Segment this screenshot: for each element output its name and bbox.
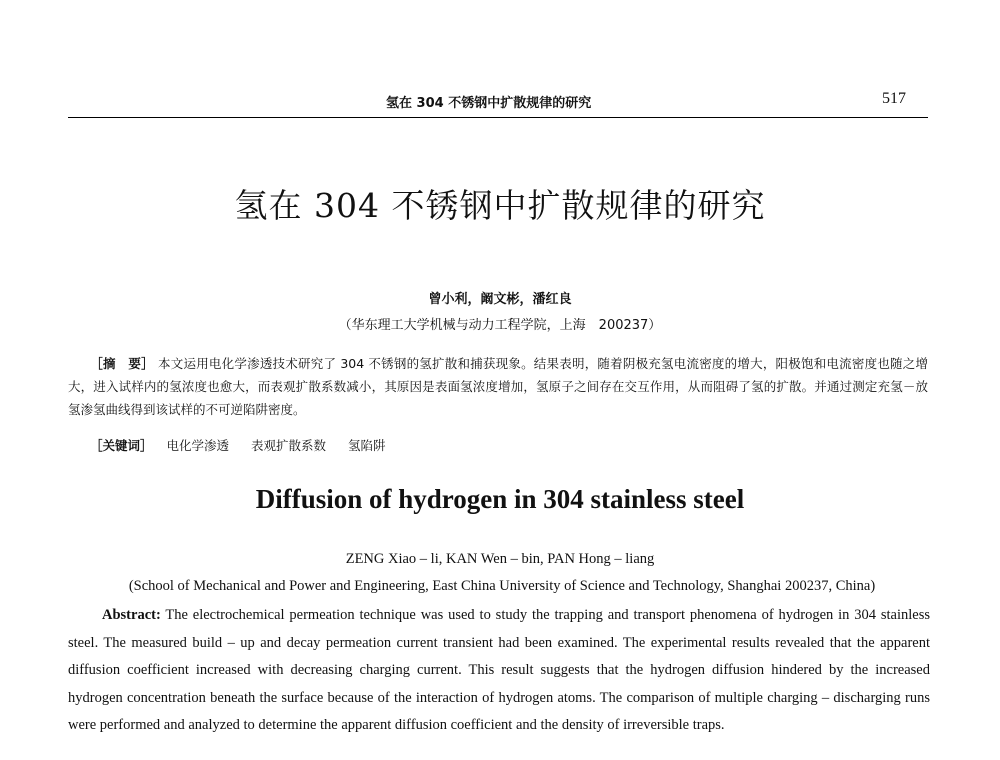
running-head-title: 氢在 304 不锈钢中扩散规律的研究: [386, 96, 592, 111]
abstract-chinese-label: ［摘 要］: [90, 356, 154, 371]
keyword: 电化学渗透: [166, 438, 230, 453]
abstract-chinese: [68, 352, 928, 421]
keyword: 氢陷阱: [348, 438, 386, 453]
abstract-chinese-text: 本文运用电化学渗透技术研究了 304 不锈钢的氢扩散和捕获现象。结果表明，随着阴极充氢电流密度的增大，阳极饱和电流密度也随之增大，进入试样内的氢浓度也愈大，而表观扩散系数减小，其原因是表面氢浓度增加，氢原子之间存在交互作用，从而阻碍了氢的扩散。并通过测定充氢－放氢渗氢曲线得到该试样的不可逆陷阱密度。: [68, 356, 928, 417]
authors-chinese: 曾小利，阚文彬，潘红良: [428, 292, 572, 307]
paper-title-english: Diffusion of hydrogen in 304 stainless steel: [255, 484, 745, 514]
running-head: [68, 90, 928, 114]
keywords-label: ［关键词］: [90, 438, 153, 453]
keyword: 表观扩散系数: [251, 438, 327, 453]
paper-title-chinese: 氢在 304 不锈钢中扩散规律的研究: [234, 186, 766, 225]
keywords-chinese: [90, 436, 404, 454]
affiliation-english: (School of Mechanical and Power and Engineering, East China University of Science and Technology, Shanghai 200237, China): [128, 578, 876, 594]
abstract-english-text: The electrochemical permeation technique was used to study the trapping and transport phenomena of hydrogen in 304 stainless steel. The measured build – up and decay permeation current transient had been examined. The experimental results revealed that the apparent diffusion coefficient increased with decreasing charging current. This result suggests that the hydrogen diffusion hindered by the increased hydrogen concentration beneath the surface because of the interaction of hydrogen atoms. The comparison of multiple charging – discharging runs were performed and analyzed to determine the apparent diffusion coefficient and the density of irreversible traps.: [68, 607, 930, 733]
authors-english: ZENG Xiao – li, KAN Wen – bin, PAN Hong – liang: [345, 551, 655, 567]
affiliation-chinese: （华东理工大学机械与动力工程学院，上海 200237）: [338, 318, 662, 333]
abstract-english: [68, 602, 930, 740]
page-number: 517: [882, 90, 906, 107]
abstract-english-label: Abstract:: [102, 607, 161, 623]
header-rule: [68, 117, 928, 118]
